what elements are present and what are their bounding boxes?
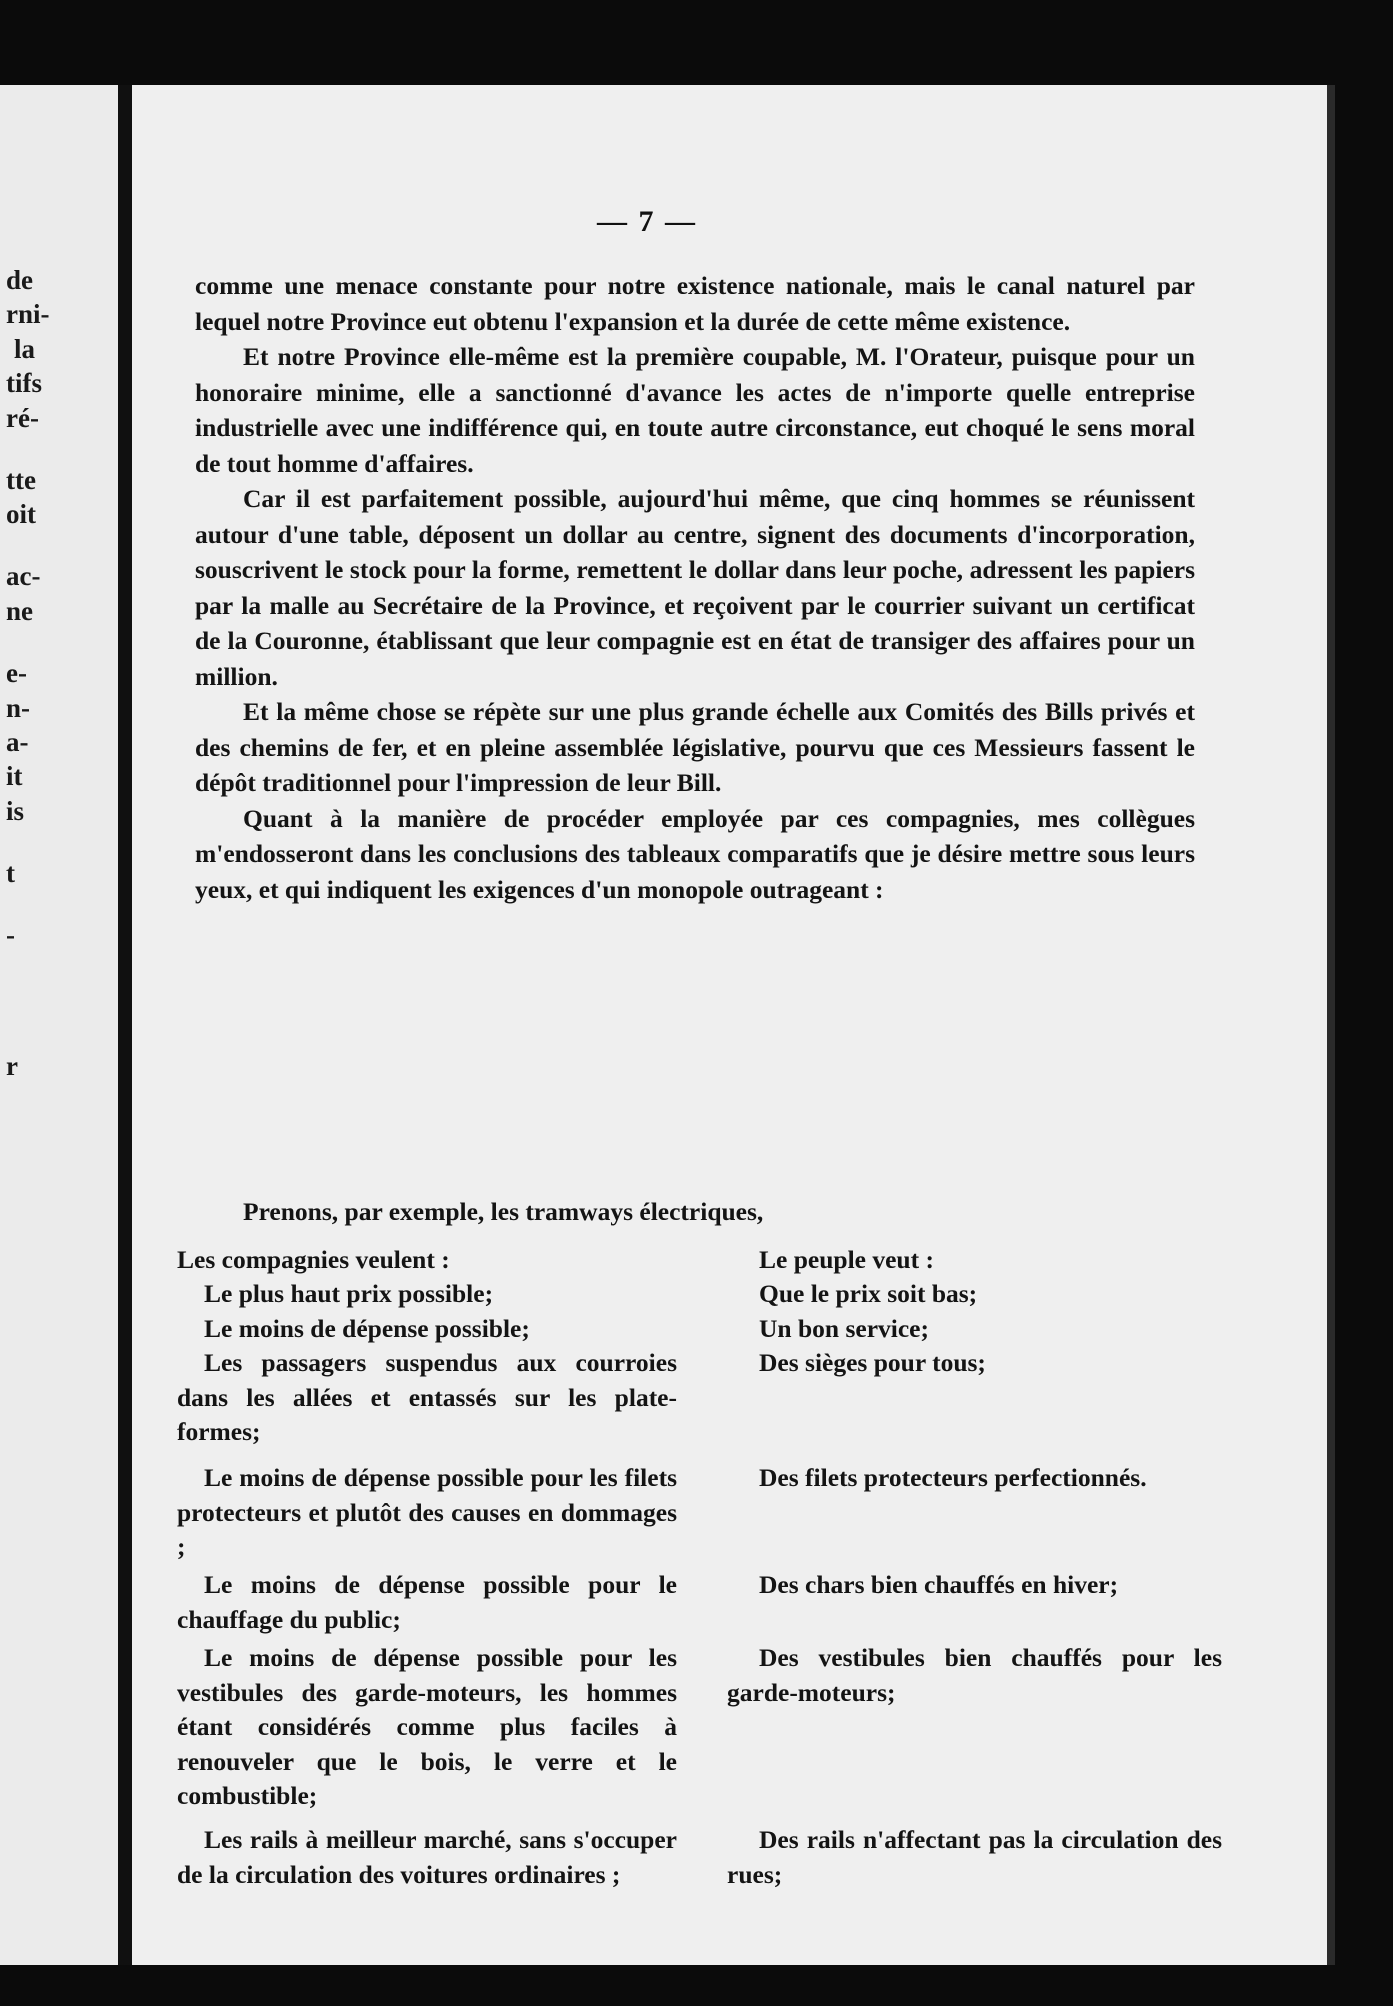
companies-item: Les passagers suspendus aux courroies dans les allées et entassés sur les plate-formes;	[177, 1348, 677, 1446]
fragment: a-	[6, 727, 29, 757]
fragment: -	[6, 920, 15, 950]
people-item: Un bon service;	[759, 1314, 929, 1343]
fragment: ré-	[6, 403, 39, 433]
page	[132, 85, 1327, 1965]
fragment: oit	[6, 499, 36, 529]
fragment: la	[14, 334, 36, 364]
companies-item: Le moins de dépense possible;	[204, 1314, 530, 1343]
fragment: tte	[6, 465, 36, 495]
intro-line: Prenons, par exemple, les tramways électriques,	[243, 1197, 764, 1226]
people-item: Des filets protecteurs perfectionnés.	[759, 1463, 1147, 1492]
companies-item: Le moins de dépense possible pour les filets protecteurs et plutôt des causes en dommages ;	[177, 1463, 677, 1561]
people-header: Le peuple veut :	[759, 1245, 934, 1274]
previous-page-edge	[0, 85, 118, 1965]
fragment: ne	[6, 596, 33, 626]
fragment: de	[6, 265, 33, 295]
page-number: — 7 —	[597, 205, 697, 238]
companies-header: Les compagnies veulent :	[177, 1245, 450, 1274]
fragment: n-	[6, 693, 31, 723]
people-item: Des sièges pour tous;	[759, 1348, 986, 1377]
page-edge	[1327, 85, 1335, 1965]
fragment: t	[6, 858, 15, 888]
people-item: Des vestibules bien chauffés pour les garde-moteurs;	[727, 1643, 1222, 1707]
companies-item: Le moins de dépense possible pour les vestibules des garde-moteurs, les hommes étant considérés comme plus faciles à renouveler que le bois, le verre et le combustible;	[177, 1643, 677, 1810]
people-item: Des rails n'affectant pas la circulation des rues;	[727, 1825, 1222, 1889]
fragment: ac-	[6, 561, 41, 591]
companies-item: Le plus haut prix possible;	[204, 1279, 494, 1308]
body-text	[195, 268, 1195, 907]
paragraph: comme une menace constante pour notre existence nationale, mais le canal naturel par lequel notre Province eut obtenu l'expansion et la durée de cette même existence.	[195, 271, 1195, 336]
fragment: tifs	[6, 368, 42, 398]
fragment: is	[6, 796, 25, 826]
companies-item: Le moins de dépense possible pour le chauffage du public;	[177, 1570, 677, 1634]
people-item: Des chars bien chauffés en hiver;	[759, 1570, 1119, 1599]
paragraph: Et notre Province elle-même est la première coupable, M. l'Orateur, puisque pour un honoraire minime, elle a sanctionné d'avance les actes de n'importe quelle entreprise industrielle avec une indifférence qui, en toute autre circonstance, eut choqué le sens moral de tout homme d'affaires.	[195, 342, 1195, 478]
fragment: r	[6, 1051, 18, 1081]
fragment: rni-	[6, 299, 50, 329]
companies-item: Les rails à meilleur marché, sans s'occuper de la circulation des voitures ordinaires ;	[177, 1825, 677, 1889]
people-item: Que le prix soit bas;	[759, 1279, 978, 1308]
book-spine	[118, 85, 132, 1965]
fragment: it	[6, 761, 23, 791]
fragment: e-	[6, 658, 27, 688]
paragraph: Et la même chose se répète sur une plus grande échelle aux Comités des Bills privés et des chemins de fer, et en pleine assemblée législative, pourvu que ces Messieurs fassent le dépôt traditionnel pour l'impression de leur Bill.	[195, 697, 1195, 797]
paragraph: Quant à la manière de procéder employée par ces compagnies, mes collègues m'endosseront dans les conclusions des tableaux comparatifs que je désire mettre sous leurs yeux, et qui indiquent les exigences d'un monopole outrageant :	[195, 803, 1195, 904]
paragraph: Car il est parfaitement possible, aujourd'hui même, que cinq hommes se réunissent autour d'une table, déposent un dollar au centre, signent des documents d'incorporation, souscrivent le stock pour la forme, remettent le dollar dans leur poche, adressent les papiers par la malle au Secrétaire de la Province, et reçoivent par le courrier suivant un certificat de la Couronne, établissant que leur compagnie est en état de transiger des affaires pour un million.	[195, 484, 1195, 691]
